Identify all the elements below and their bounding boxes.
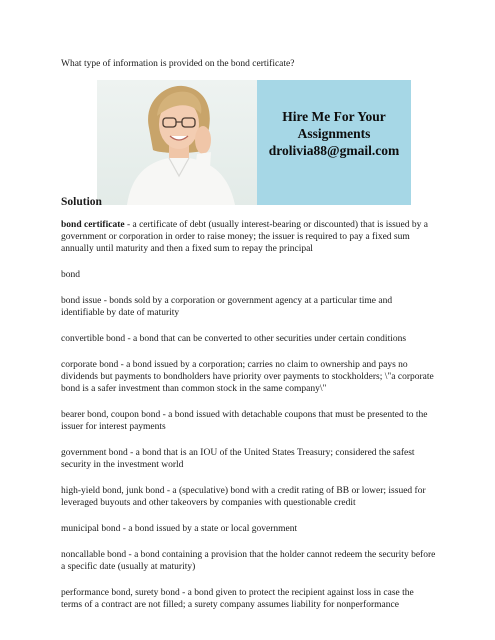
definition-item: noncallable bond - a bond containing a provision that the holder cannot redeem the security before a specific date (usually at maturity) xyxy=(61,550,436,572)
definition-item xyxy=(61,219,437,255)
woman-illustration xyxy=(97,80,257,205)
definition-item: municipal bond - a bond issued by a state or local government xyxy=(61,524,298,534)
solution-heading: Solution xyxy=(61,196,102,208)
question-text: What type of information is provided on the bond certificate? xyxy=(61,59,295,69)
banner-email: drolivia88@gmail.com xyxy=(268,143,400,158)
definition-text: - a certificate of debt (usually interest-bearing or discounted) that is issued by a government or corporation in order to raise money; the issuer is required to pay a fixed sum annually until maturity and then a fixed sum to repay the principal xyxy=(61,220,428,254)
definition-item: high-yield bond, junk bond - a (speculative) bond with a credit rating of BB or lower; issued for leveraged buyouts and other takeovers by companies with questionable credit xyxy=(61,486,426,508)
banner-line-hire: Hire Me For Your xyxy=(282,109,386,124)
definition-item: bond issue - bonds sold by a corporation or government agency at a particular time and identifiable by date of maturity xyxy=(61,296,393,318)
definition-item: corporate bond - a bond issued by a corporation; carries no claim to ownership and pays no dividends but payments to bondholders have priority over payments to stockholders; \"a corporate bond is a safer investment than common stock in the same company\" xyxy=(61,360,434,394)
definition-item: convertible bond - a bond that can be converted to other securities under certain conditions xyxy=(61,334,407,344)
definition-item: bearer bond, coupon bond - a bond issued with detachable coupons that must be presented to the issuer for interest payments xyxy=(61,410,428,432)
definition-item: performance bond, surety bond - a bond given to protect the recipient against loss in case the terms of a contract are not filled; a surety company assumes liability for nonperformance xyxy=(61,588,414,610)
banner-text xyxy=(257,108,411,159)
definition-term: bond certificate xyxy=(61,220,125,230)
definitions-list xyxy=(61,219,437,625)
definition-item: government bond - a bond that is an IOU of the United States Treasury; considered the safest security in the investment world xyxy=(61,448,415,470)
definition-item: bond xyxy=(61,270,80,280)
woman-photo xyxy=(97,80,257,205)
banner-line-assignments: Assignments xyxy=(297,126,371,141)
advertisement-banner xyxy=(97,80,411,205)
